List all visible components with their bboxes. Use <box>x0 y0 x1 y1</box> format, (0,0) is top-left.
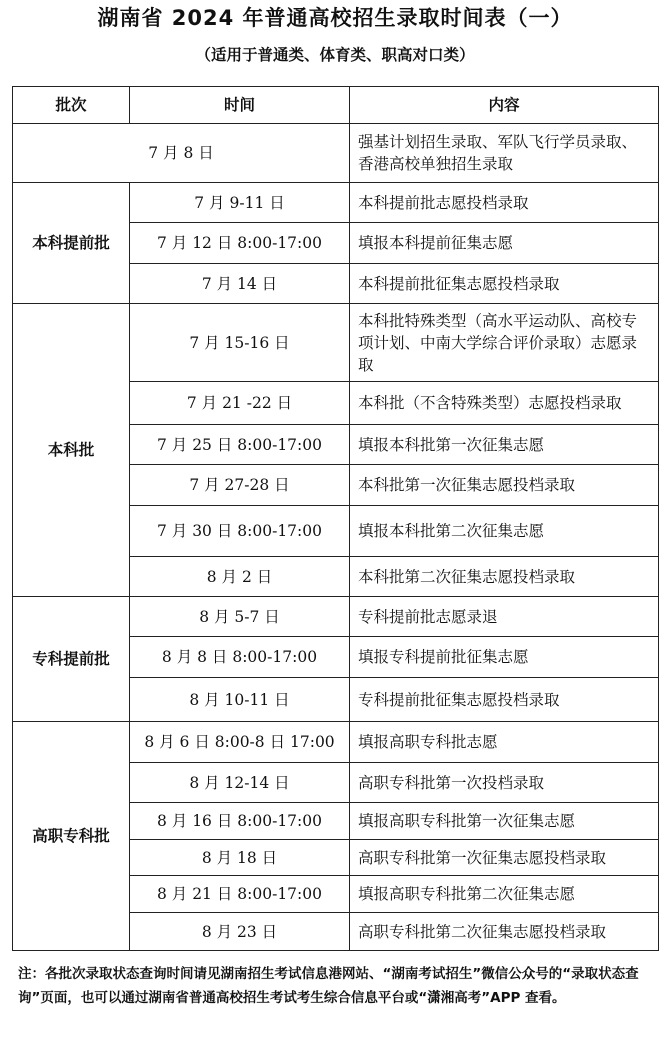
footnote: 注：各批次录取状态查询时间请见湖南招生考试信息港网站、“湖南考试招生”微信公众号的“录取状态查询”页面，也可以通过湖南省普通高校招生考试考生综合信息平台或“潇湘高考”APP 查看。 <box>18 966 639 1006</box>
content-cell: 强基计划招生录取、军队飞行学员录取、香港高校单独招生录取 <box>350 124 659 183</box>
page-title: 湖南省 2024 年普通高校招生录取时间表（一） <box>97 6 573 30</box>
time-cell: 7 月 21 -22 日 <box>130 382 350 425</box>
time-cell: 8 月 8 日 8:00-17:00 <box>130 637 350 678</box>
batch-cell: 高职专科批 <box>13 722 130 951</box>
content-cell: 本科批特殊类型（高水平运动队、高校专项计划、中南大学综合评价录取）志愿录取 <box>350 304 659 382</box>
batch-cell: 本科批 <box>13 304 130 597</box>
time-cell: 8 月 5-7 日 <box>130 597 350 637</box>
content-cell: 高职专科批第二次征集志愿投档录取 <box>350 913 659 951</box>
time-cell: 8 月 12-14 日 <box>130 763 350 803</box>
header-time: 时间 <box>130 87 350 124</box>
content-cell: 填报本科批第二次征集志愿 <box>350 506 659 557</box>
table-row <box>13 304 659 382</box>
header-content: 内容 <box>350 87 659 124</box>
content-cell: 填报高职专科批第二次征集志愿 <box>350 876 659 913</box>
content-cell: 填报高职专科批志愿 <box>350 722 659 763</box>
batch-cell: 专科提前批 <box>13 597 130 722</box>
table-row <box>13 722 659 763</box>
time-cell: 8 月 6 日 8:00-8 日 17:00 <box>130 722 350 763</box>
time-cell: 8 月 21 日 8:00-17:00 <box>130 876 350 913</box>
content-cell: 本科提前批征集志愿投档录取 <box>350 264 659 304</box>
time-cell: 8 月 16 日 8:00-17:00 <box>130 803 350 840</box>
time-cell: 7 月 15-16 日 <box>130 304 350 382</box>
time-cell: 7 月 25 日 8:00-17:00 <box>130 425 350 465</box>
time-cell: 8 月 23 日 <box>130 913 350 951</box>
table-row <box>13 597 659 637</box>
time-cell: 7 月 8 日 <box>13 124 350 183</box>
time-cell: 7 月 12 日 8:00-17:00 <box>130 223 350 264</box>
content-cell: 本科批第二次征集志愿投档录取 <box>350 557 659 597</box>
header-batch: 批次 <box>13 87 130 124</box>
content-cell: 本科提前批志愿投档录取 <box>350 183 659 223</box>
content-cell: 填报本科批第一次征集志愿 <box>350 425 659 465</box>
time-cell: 7 月 9-11 日 <box>130 183 350 223</box>
time-cell: 7 月 14 日 <box>130 264 350 304</box>
content-cell: 本科批（不含特殊类型）志愿投档录取 <box>350 382 659 425</box>
table-row <box>13 124 659 183</box>
content-cell: 本科批第一次征集志愿投档录取 <box>350 465 659 506</box>
batch-cell: 本科提前批 <box>13 183 130 304</box>
time-cell: 7 月 27-28 日 <box>130 465 350 506</box>
content-cell: 填报高职专科批第一次征集志愿 <box>350 803 659 840</box>
content-cell: 专科提前批志愿录退 <box>350 597 659 637</box>
table-row <box>13 183 659 223</box>
content-cell: 填报本科提前征集志愿 <box>350 223 659 264</box>
header-row <box>13 87 659 124</box>
time-cell: 8 月 2 日 <box>130 557 350 597</box>
page-subtitle: （适用于普通类、体育类、职高对口类） <box>195 46 475 64</box>
content-cell: 高职专科批第一次征集志愿投档录取 <box>350 840 659 876</box>
time-cell: 8 月 10-11 日 <box>130 678 350 722</box>
time-cell: 8 月 18 日 <box>130 840 350 876</box>
content-cell: 高职专科批第一次投档录取 <box>350 763 659 803</box>
content-cell: 填报专科提前批征集志愿 <box>350 637 659 678</box>
content-cell: 专科提前批征集志愿投档录取 <box>350 678 659 722</box>
time-cell: 7 月 30 日 8:00-17:00 <box>130 506 350 557</box>
admission-schedule-table <box>12 86 659 951</box>
